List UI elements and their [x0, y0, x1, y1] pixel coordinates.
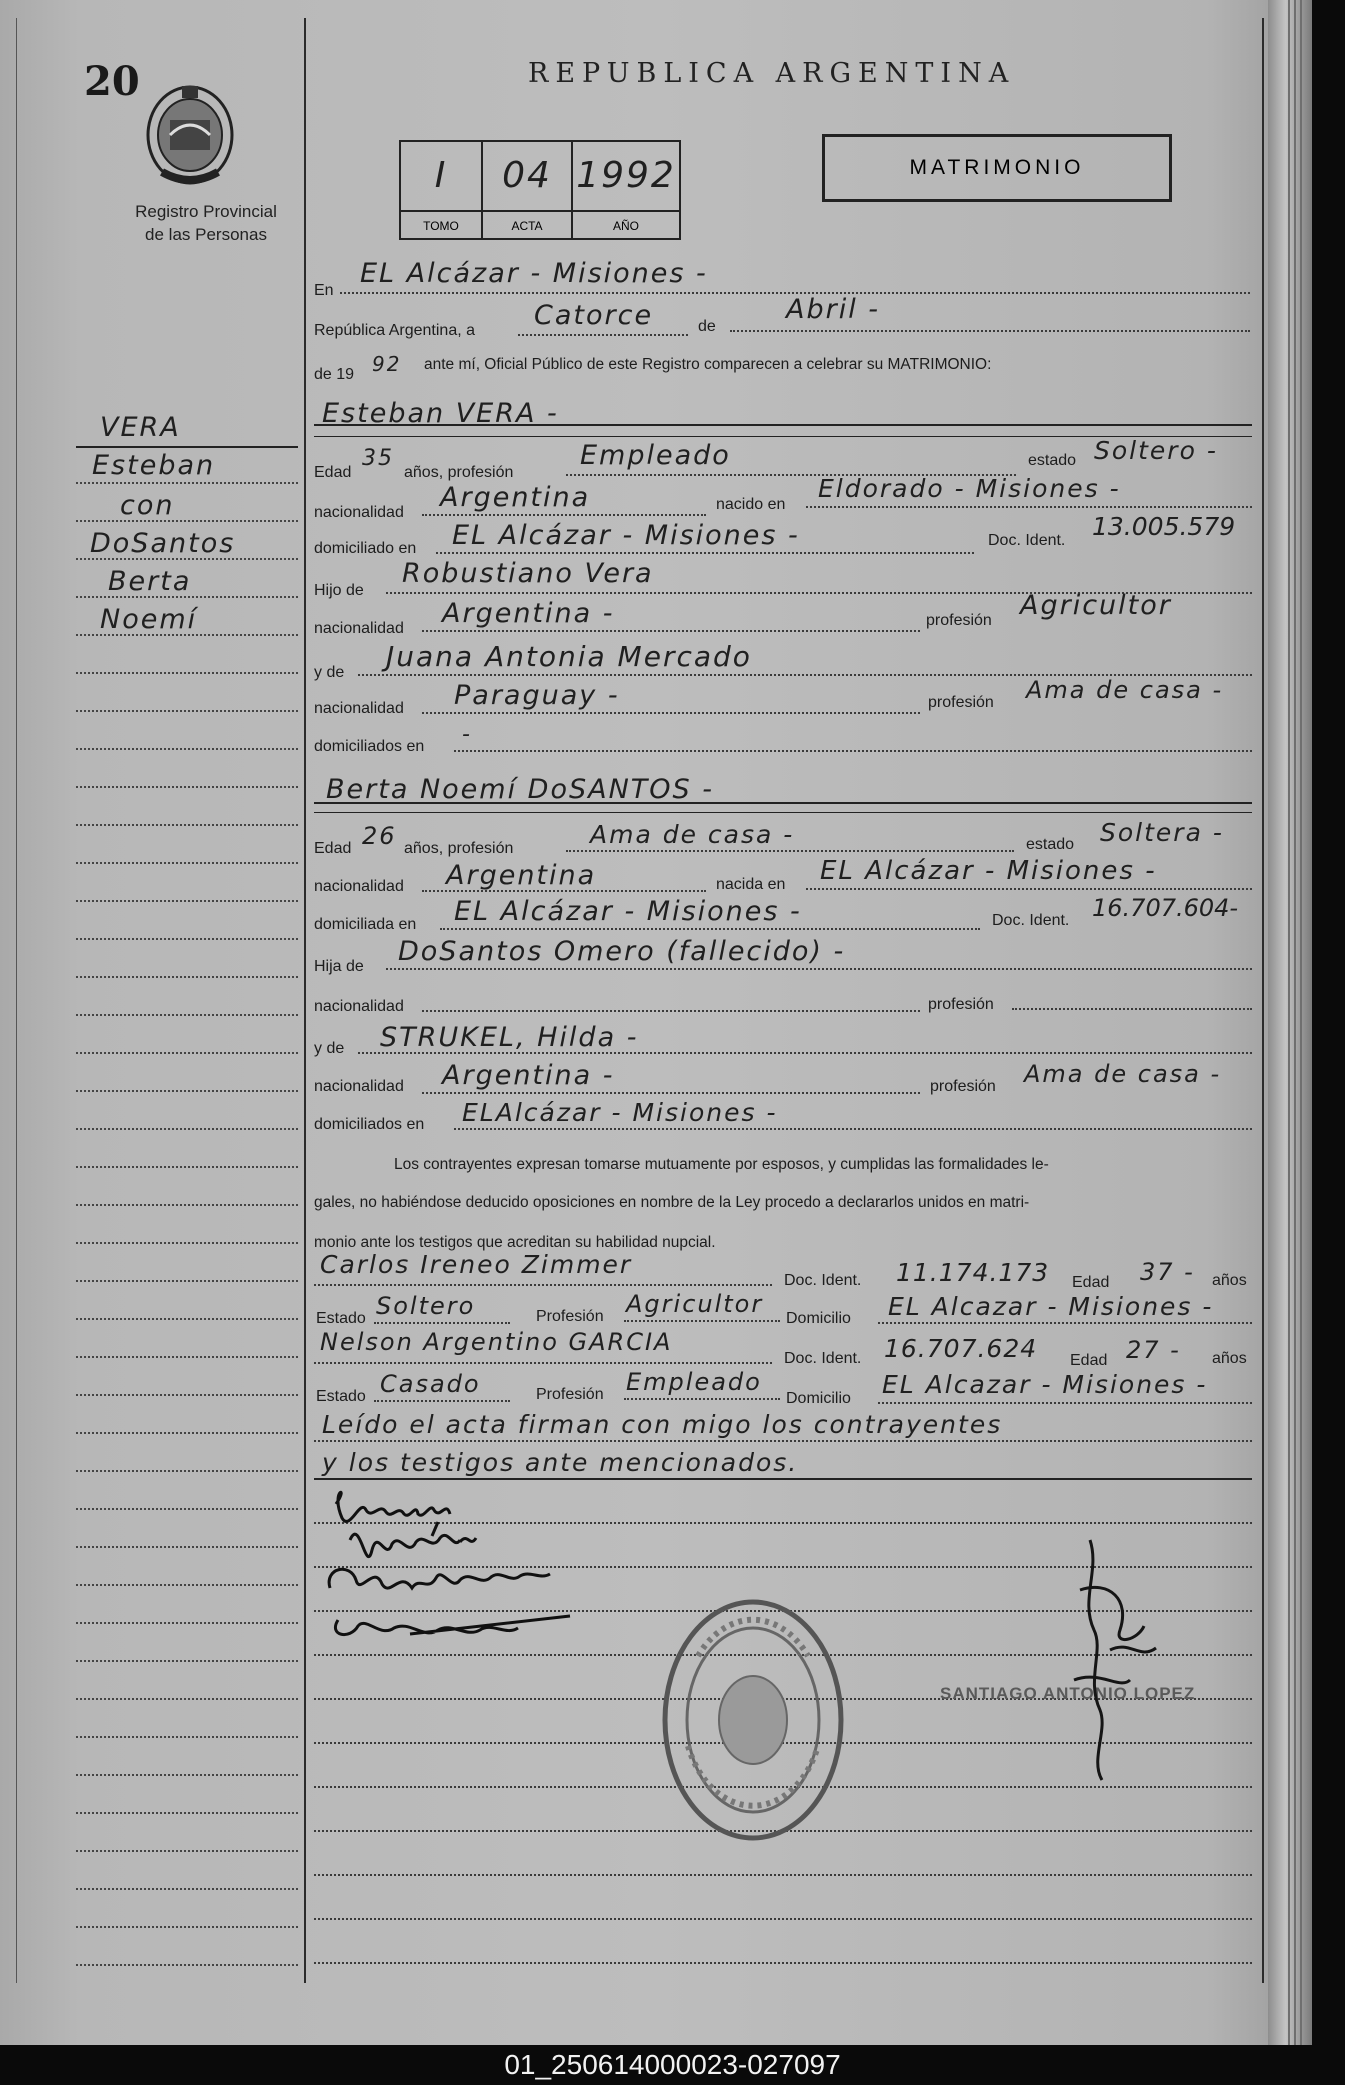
declaration-line-2: gales, no habiéndose deducido oposiciones en nombre de la Ley procedo a declararlos unidos en matri-: [314, 1194, 1030, 1211]
country-title: REPUBLICA ARGENTINA: [528, 58, 1016, 89]
bride-nationality: Argentina: [446, 860, 597, 891]
bride-parents-dom-label: domiciliados en: [314, 1116, 425, 1133]
groom-civil-status: Soltero -: [1094, 436, 1218, 465]
groom-anos-profesion-label: años, profesión: [404, 464, 514, 481]
groom-parents-dom-label: domiciliados en: [314, 738, 425, 755]
day-value: Catorce: [534, 300, 654, 331]
groom-age: 35: [362, 446, 394, 471]
groom-father-nat-label: nacionalidad: [314, 620, 404, 637]
bride-estado-label: estado: [1026, 836, 1075, 853]
groom-yde-label: y de: [314, 664, 345, 681]
bride-yde-label: y de: [314, 1040, 345, 1057]
groom-nacido-label: nacido en: [716, 496, 786, 513]
groom-nationality: Argentina: [440, 482, 591, 513]
margin-note: DoSantos: [90, 528, 236, 559]
groom-mother-prof-label: profesión: [928, 694, 994, 711]
bride-name: Berta Noemí DoSANTOS -: [326, 774, 714, 805]
bride-profession: Ama de casa -: [590, 820, 795, 849]
witness-1-age: 37 -: [1140, 1258, 1195, 1286]
bride-doc-label: Doc. Ident.: [992, 912, 1070, 929]
registry-name: [96, 200, 316, 246]
bride-father-prof-label: profesión: [928, 996, 994, 1013]
provincial-emblem-icon: [140, 80, 240, 195]
officer-name-stamp: SANTIAGO ANTONIO LOPEZ: [940, 1684, 1196, 1703]
ano-label: AÑO: [573, 210, 679, 240]
document-id-caption: 01_250614000023-027097: [504, 2049, 841, 2080]
closing-line-2: y los testigos ante mencionados.: [322, 1448, 799, 1477]
bride-anos-profesion-label: años, profesión: [404, 840, 514, 857]
witness-2-name: Nelson Argentino GARCIA: [320, 1328, 673, 1356]
groom-domiciliado-label: domiciliado en: [314, 540, 417, 557]
bride-domiciliada-label: domiciliada en: [314, 916, 417, 933]
witness-1-doc-label: Doc. Ident.: [784, 1272, 862, 1289]
margin-note: Berta: [108, 566, 192, 597]
right-border-line: [1262, 18, 1264, 1983]
bride-doc: 16.707.604-: [1092, 894, 1239, 922]
year-prefix: de 19: [314, 366, 355, 383]
ano-value: 1992: [576, 155, 676, 196]
witness-1-profesion-label: Profesión: [536, 1308, 604, 1325]
declaration-line-1: Los contrayentes expresan tomarse mutuamente por esposos, y cumplidas las formalidades le-: [394, 1156, 1049, 1173]
bride-hija-label: Hija de: [314, 958, 364, 975]
witness-2-profesion-label: Profesión: [536, 1386, 604, 1403]
bride-father-nat-label: nacionalidad: [314, 998, 404, 1015]
witness-1-domicilio-label: Domicilio: [786, 1310, 851, 1327]
groom-hijo-label: Hijo de: [314, 582, 364, 599]
witness-2-domicile: EL Alcazar - Misiones -: [882, 1370, 1208, 1399]
margin-note: con: [120, 490, 175, 521]
closing-line-1: Leído el acta firman con migo los contrayentes: [322, 1410, 1003, 1439]
bride-parents-domicile: ELAlcázar - Misiones -: [462, 1098, 778, 1127]
groom-father: Robustiano Vera: [402, 558, 654, 589]
book-spine: [1268, 0, 1312, 2045]
bride-mother-prof-label: profesión: [930, 1078, 996, 1095]
witness-2-civil-status: Casado: [380, 1370, 481, 1398]
acta-label: ACTA: [483, 210, 573, 240]
groom-father-prof-label: profesión: [926, 612, 992, 629]
groom-mother-nat-label: nacionalidad: [314, 700, 404, 717]
place-value: EL Alcázar - Misiones -: [360, 258, 708, 289]
en-label: En: [314, 282, 334, 299]
officer-signature: [1060, 1530, 1180, 1795]
groom-mother-nationality: Paraguay -: [454, 680, 620, 711]
witness-1-estado-label: Estado: [316, 1310, 366, 1327]
witness-1-domicile: EL Alcazar - Misiones -: [888, 1292, 1214, 1321]
margin-note: VERA: [100, 412, 181, 443]
margin-note: Noemí: [100, 604, 198, 635]
groom-edad-label: Edad: [314, 464, 352, 481]
groom-profession: Empleado: [580, 440, 731, 471]
witness-2-estado-label: Estado: [316, 1388, 366, 1405]
groom-doc: 13.005.579: [1092, 512, 1236, 541]
year-value: 92: [372, 352, 402, 376]
record-type-box: MATRIMONIO: [822, 134, 1172, 202]
witness-2-anos-label: años: [1212, 1350, 1247, 1367]
bride-mother: STRUKEL, Hilda -: [380, 1022, 639, 1053]
margin-note: Esteban: [92, 450, 216, 481]
left-margin-line: [16, 18, 17, 1983]
intro-text: ante mí, Oficial Público de este Registro comparecen a celebrar su MATRIMONIO:: [424, 356, 992, 373]
witness-1-name: Carlos Ireneo Zimmer: [320, 1250, 633, 1279]
declaration-line-3: monio ante los testigos que acreditan su habilidad nupcial.: [314, 1234, 716, 1251]
witness-2-age: 27 -: [1126, 1336, 1181, 1364]
witness-1-edad-label: Edad: [1072, 1274, 1110, 1291]
groom-doc-label: Doc. Ident.: [988, 532, 1066, 549]
groom-father-nationality: Argentina -: [442, 598, 615, 629]
registry-line-2: de las Personas: [145, 225, 267, 244]
groom-parents-domicile: -: [462, 722, 472, 747]
groom-domicile: EL Alcázar - Misiones -: [452, 520, 800, 551]
groom-mother: Juana Antonia Mercado: [386, 640, 752, 673]
bride-domicile: EL Alcázar - Misiones -: [454, 896, 802, 927]
witness-2-domicilio-label: Domicilio: [786, 1390, 851, 1407]
month-value: Abril -: [786, 294, 881, 325]
bride-civil-status: Soltera -: [1100, 818, 1224, 847]
witness-2-doc: 16.707.624: [884, 1334, 1038, 1363]
tomo-label: TOMO: [401, 210, 483, 240]
contracting-parties-signatures: [320, 1480, 600, 1655]
page-number: 20: [84, 58, 140, 105]
bride-edad-label: Edad: [314, 840, 352, 857]
record-reference-box: [399, 140, 681, 240]
bride-mother-nationality: Argentina -: [442, 1060, 615, 1091]
bride-father: DoSantos Omero (fallecido) -: [398, 936, 846, 967]
bride-nacionalidad-label: nacionalidad: [314, 878, 404, 895]
bride-age: 26: [362, 822, 397, 850]
acta-value: 04: [483, 142, 573, 210]
de-label: de: [698, 318, 716, 335]
witness-2-profession: Empleado: [626, 1368, 762, 1396]
witness-1-civil-status: Soltero: [376, 1292, 476, 1320]
registry-round-seal: [658, 1596, 848, 1849]
witness-1-anos-label: años: [1212, 1272, 1247, 1289]
witness-1-doc: 11.174.173: [896, 1258, 1050, 1287]
bride-birthplace: EL Alcázar - Misiones -: [820, 856, 1157, 886]
bride-mother-profession: Ama de casa -: [1024, 1060, 1222, 1088]
groom-name: Esteban VERA -: [322, 398, 559, 429]
tomo-value: I: [401, 142, 483, 210]
registry-line-1: Registro Provincial: [135, 202, 277, 221]
bride-nacida-label: nacida en: [716, 876, 786, 893]
groom-nacionalidad-label: nacionalidad: [314, 504, 404, 521]
groom-estado-label: estado: [1028, 452, 1077, 469]
witness-1-profession: Agricultor: [626, 1290, 764, 1318]
bride-mother-nat-label: nacionalidad: [314, 1078, 404, 1095]
witness-2-doc-label: Doc. Ident.: [784, 1350, 862, 1367]
margin-divider-line: [304, 18, 306, 1983]
groom-father-profession: Agricultor: [1020, 590, 1172, 621]
groom-mother-profession: Ama de casa -: [1026, 676, 1224, 704]
republica-label: República Argentina, a: [314, 322, 475, 339]
witness-2-edad-label: Edad: [1070, 1352, 1108, 1369]
groom-birthplace: Eldorado - Misiones -: [818, 474, 1121, 503]
